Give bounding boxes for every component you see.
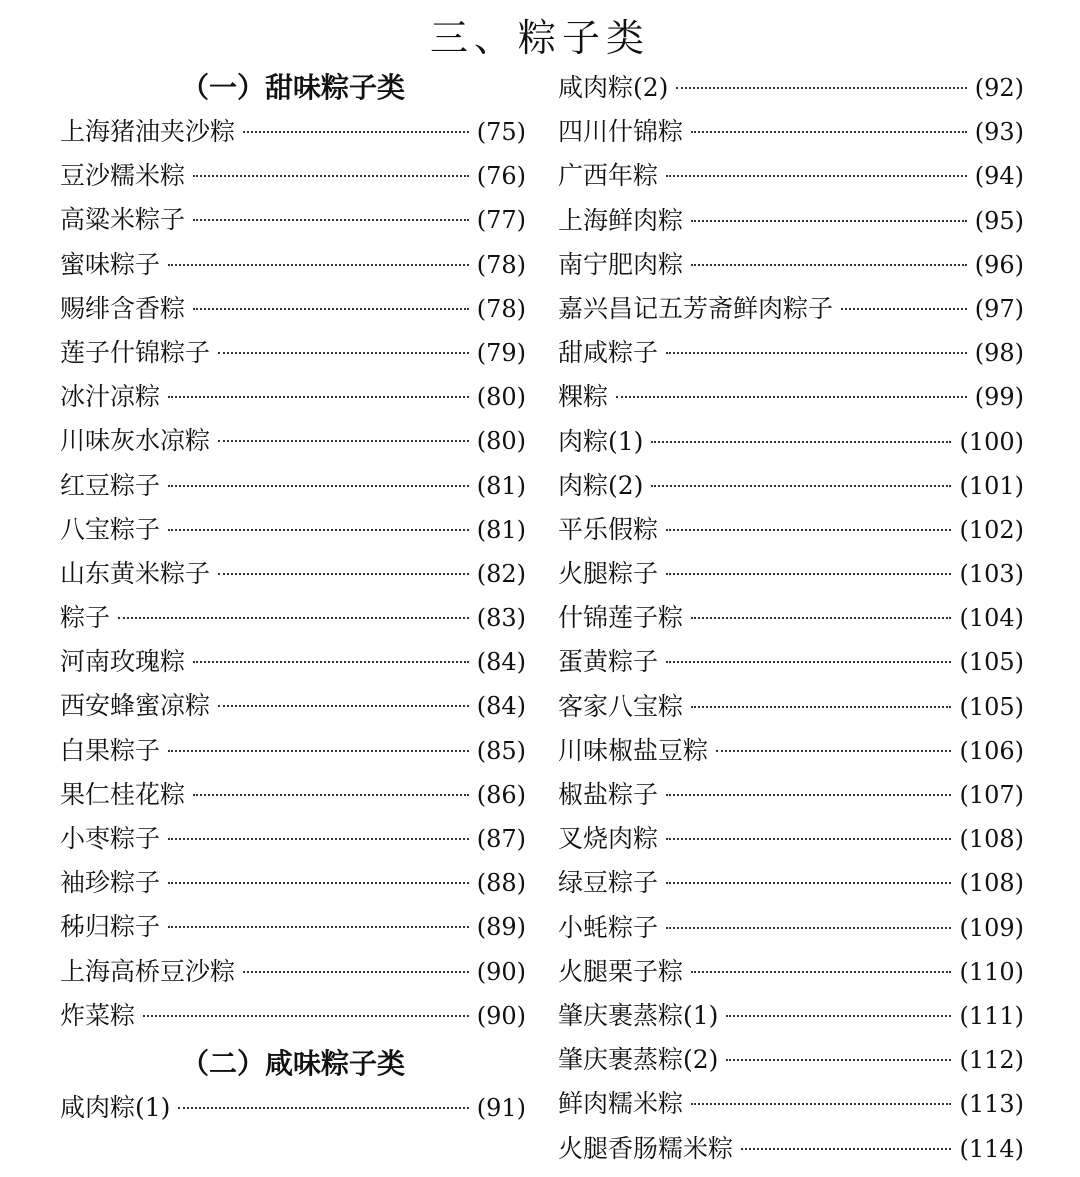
entry-page-number: (81) [476,515,526,544]
entry-page-number: (87) [476,825,526,853]
entry-page-number: (76) [476,162,526,191]
entry-title: 肉粽(1) [558,426,644,456]
toc-entry [60,508,526,552]
entry-page-number: (108) [959,869,1024,898]
entry-page-number: (109) [959,913,1024,942]
toc-entry [60,729,526,773]
entry-title: 八宝粽子 [60,514,161,544]
dot-leader [741,1148,951,1150]
toc-entry [60,817,526,861]
entry-title: 椒盐粽子 [558,780,659,809]
entry-title: 小枣粽子 [60,824,161,853]
toc-entry [558,773,1024,817]
entry-page-number: (110) [959,957,1024,986]
entry-page-number: (90) [476,1001,526,1030]
dot-leader [716,750,951,752]
entry-title: 绿豆粽子 [558,868,659,898]
toc-entry [60,419,526,463]
salty-items-list-continued [558,66,1024,1171]
dot-leader [193,308,469,310]
entry-page-number: (92) [974,74,1024,102]
chapter-title: 三、粽子类 [429,16,650,60]
dot-leader [218,705,469,707]
dot-leader [691,617,951,619]
toc-left-column [60,66,526,1130]
toc-entry [60,110,526,154]
entry-title: 火腿栗子粽 [558,956,684,986]
toc-entry [60,464,526,508]
toc-entry [60,773,526,817]
entry-title: 果仁桂花粽 [60,779,186,809]
entry-title: 小蚝粽子 [558,912,659,942]
toc-entry [60,640,526,684]
entry-page-number: (93) [974,118,1024,147]
toc-right-column [558,66,1024,1171]
entry-page-number: (80) [476,383,526,412]
entry-title: 西安蜂蜜凉粽 [60,691,211,721]
toc-entry [558,729,1024,773]
entry-title: 咸肉粽(1) [60,1092,171,1122]
toc-entry [558,464,1024,508]
toc-entry [558,287,1024,331]
entry-title: 上海鲜肉粽 [558,205,684,235]
entry-page-number: (108) [959,825,1024,854]
dot-leader [168,750,469,752]
entry-title: 什锦莲子粽 [558,603,684,633]
entry-title: 四川什锦粽 [558,117,684,147]
dot-leader [676,87,966,89]
entry-title: 叉烧肉粽 [558,824,659,854]
entry-title: 蜜味粽子 [60,249,161,279]
dot-leader [666,794,951,796]
entry-title: 赐绯含香粽 [60,293,186,323]
toc-entry [558,906,1024,950]
toc-entry [60,198,526,242]
entry-title: 甜咸粽子 [558,338,659,368]
toc-entry [558,596,1024,640]
dot-leader [666,573,951,575]
dot-leader [666,661,951,663]
toc-entry [558,1127,1024,1171]
toc-entry [558,552,1024,596]
entry-title: 炸菜粽 [60,1000,136,1030]
entry-page-number: (98) [974,339,1024,368]
dot-leader [691,220,967,222]
toc-entry [558,994,1024,1038]
entry-page-number: (105) [959,692,1024,721]
entry-title: 白果粽子 [60,735,161,765]
toc-entry [558,640,1024,684]
entry-title: 肇庆裹蒸粽(2) [558,1045,719,1075]
toc-entry [558,1082,1024,1126]
toc-entry [60,331,526,375]
dot-leader [193,794,469,796]
dot-leader [218,352,469,354]
entry-page-number: (77) [476,206,526,235]
salty-items-list [60,1086,526,1130]
entry-page-number: (88) [476,869,526,898]
dot-leader [168,264,469,266]
entry-page-number: (103) [959,560,1024,589]
toc-entry [60,994,526,1038]
entry-page-number: (90) [476,957,526,986]
dot-leader [143,1015,469,1017]
entry-title: 上海猪油夹沙粽 [60,117,236,146]
dot-leader [168,529,469,531]
entry-page-number: (114) [959,1134,1024,1163]
dot-leader [193,175,469,177]
entry-title: 川味椒盐豆粽 [558,735,709,765]
entry-page-number: (89) [476,913,526,942]
sweet-items-list [60,110,526,1038]
dot-leader [841,308,967,310]
entry-page-number: (104) [959,604,1024,633]
entry-page-number: (106) [959,736,1024,765]
section-heading-sweet: （一）甜味粽子类 [180,71,405,104]
dot-leader [168,838,469,840]
entry-page-number: (95) [974,206,1024,235]
entry-page-number: (102) [959,515,1024,544]
toc-entry [558,66,1024,110]
dot-leader [168,926,469,928]
toc-entry [60,684,526,728]
entry-title: 鲜肉糯米粽 [558,1089,684,1119]
entry-title: 蛋黄粽子 [558,647,659,677]
toc-entry [558,110,1024,154]
toc-entry [558,331,1024,375]
dot-leader [691,264,967,266]
entry-title: 广西年粽 [558,161,659,191]
dot-leader [118,617,469,619]
entry-title: 冰汁凉粽 [60,382,161,412]
entry-page-number: (97) [974,294,1024,323]
entry-page-number: (94) [974,162,1024,191]
dot-leader [666,838,951,840]
dot-leader [691,971,951,973]
entry-title: 粿粽 [558,382,609,412]
toc-entry [558,243,1024,287]
entry-title: 山东黄米粽子 [60,558,211,588]
entry-title: 红豆粽子 [60,470,161,500]
entry-title: 豆沙糯米粽 [60,161,186,191]
entry-page-number: (78) [476,250,526,279]
entry-page-number: (79) [476,338,526,367]
entry-title: 莲子什锦粽子 [60,337,211,367]
dot-leader [691,1103,951,1105]
toc-entry [60,552,526,596]
dot-leader [218,440,469,442]
dot-leader [666,352,967,354]
entry-page-number: (83) [476,604,526,633]
entry-title: 火腿粽子 [558,559,659,589]
dot-leader [178,1107,468,1109]
dot-leader [243,131,469,133]
entry-page-number: (80) [476,427,526,456]
entry-page-number: (107) [959,781,1024,809]
toc-entry [558,375,1024,419]
dot-leader [243,971,469,973]
toc-entry [558,861,1024,905]
dot-leader [218,573,469,575]
entry-page-number: (75) [476,118,526,146]
dot-leader [651,441,951,443]
entry-page-number: (82) [476,559,526,588]
toc-entry [558,420,1024,464]
toc-entry [558,1038,1024,1082]
entry-title: 上海高桥豆沙粽 [60,956,236,986]
dot-leader [666,175,967,177]
toc-entry [60,905,526,949]
entry-title: 肇庆裹蒸粽(1) [558,1000,719,1030]
entry-page-number: (101) [959,471,1024,500]
toc-entry [60,243,526,287]
entry-page-number: (86) [476,780,526,809]
entry-page-number: (96) [974,250,1024,279]
entry-page-number: (105) [959,648,1024,677]
dot-leader [651,485,951,487]
toc-entry [558,154,1024,198]
entry-page-number: (91) [476,1093,526,1122]
dot-leader [666,529,951,531]
toc-entry [558,685,1024,729]
entry-title: 河南玫瑰粽 [60,647,186,677]
dot-leader [726,1059,951,1061]
dot-leader [666,882,951,884]
toc-entry [60,596,526,640]
entry-title: 咸肉粽(2) [558,73,669,102]
entry-page-number: (99) [974,383,1024,412]
entry-title: 平乐假粽 [558,514,659,544]
entry-title: 袖珍粽子 [60,868,161,898]
entry-page-number: (84) [476,692,526,721]
dot-leader [691,706,951,708]
dot-leader [193,661,469,663]
entry-title: 火腿香肠糯米粽 [558,1133,734,1163]
dot-leader [168,396,469,398]
toc-entry [60,950,526,994]
toc-entry [558,950,1024,994]
toc-entry [60,375,526,419]
entry-title: 客家八宝粽 [558,691,684,721]
entry-title: 粽子 [60,603,111,633]
entry-page-number: (100) [959,427,1024,456]
dot-leader [691,131,967,133]
toc-entry [558,817,1024,861]
entry-title: 川味灰水凉粽 [60,426,211,456]
entry-title: 嘉兴昌记五芳斋鲜肉粽子 [558,293,834,323]
dot-leader [666,927,951,929]
toc-entry [558,199,1024,243]
entry-page-number: (85) [476,736,526,765]
entry-title: 高粱米粽子 [60,205,186,235]
dot-leader [726,1015,951,1017]
toc-entry [60,1086,526,1130]
entry-page-number: (111) [959,1001,1024,1030]
entry-title: 肉粽(2) [558,470,644,500]
dot-leader [168,882,469,884]
entry-page-number: (112) [959,1046,1024,1075]
entry-title: 南宁肥肉粽 [558,249,684,279]
toc-entry [60,154,526,198]
dot-leader [193,219,469,221]
toc-entry [60,861,526,905]
entry-page-number: (113) [959,1090,1024,1119]
dot-leader [616,396,967,398]
entry-page-number: (81) [476,471,526,500]
entry-page-number: (78) [476,294,526,323]
dot-leader [168,485,469,487]
toc-entry [60,287,526,331]
entry-title: 秭归粽子 [60,912,161,942]
toc-entry [558,508,1024,552]
entry-page-number: (84) [476,648,526,677]
section-heading-salty: （二）咸味粽子类 [180,1046,405,1080]
